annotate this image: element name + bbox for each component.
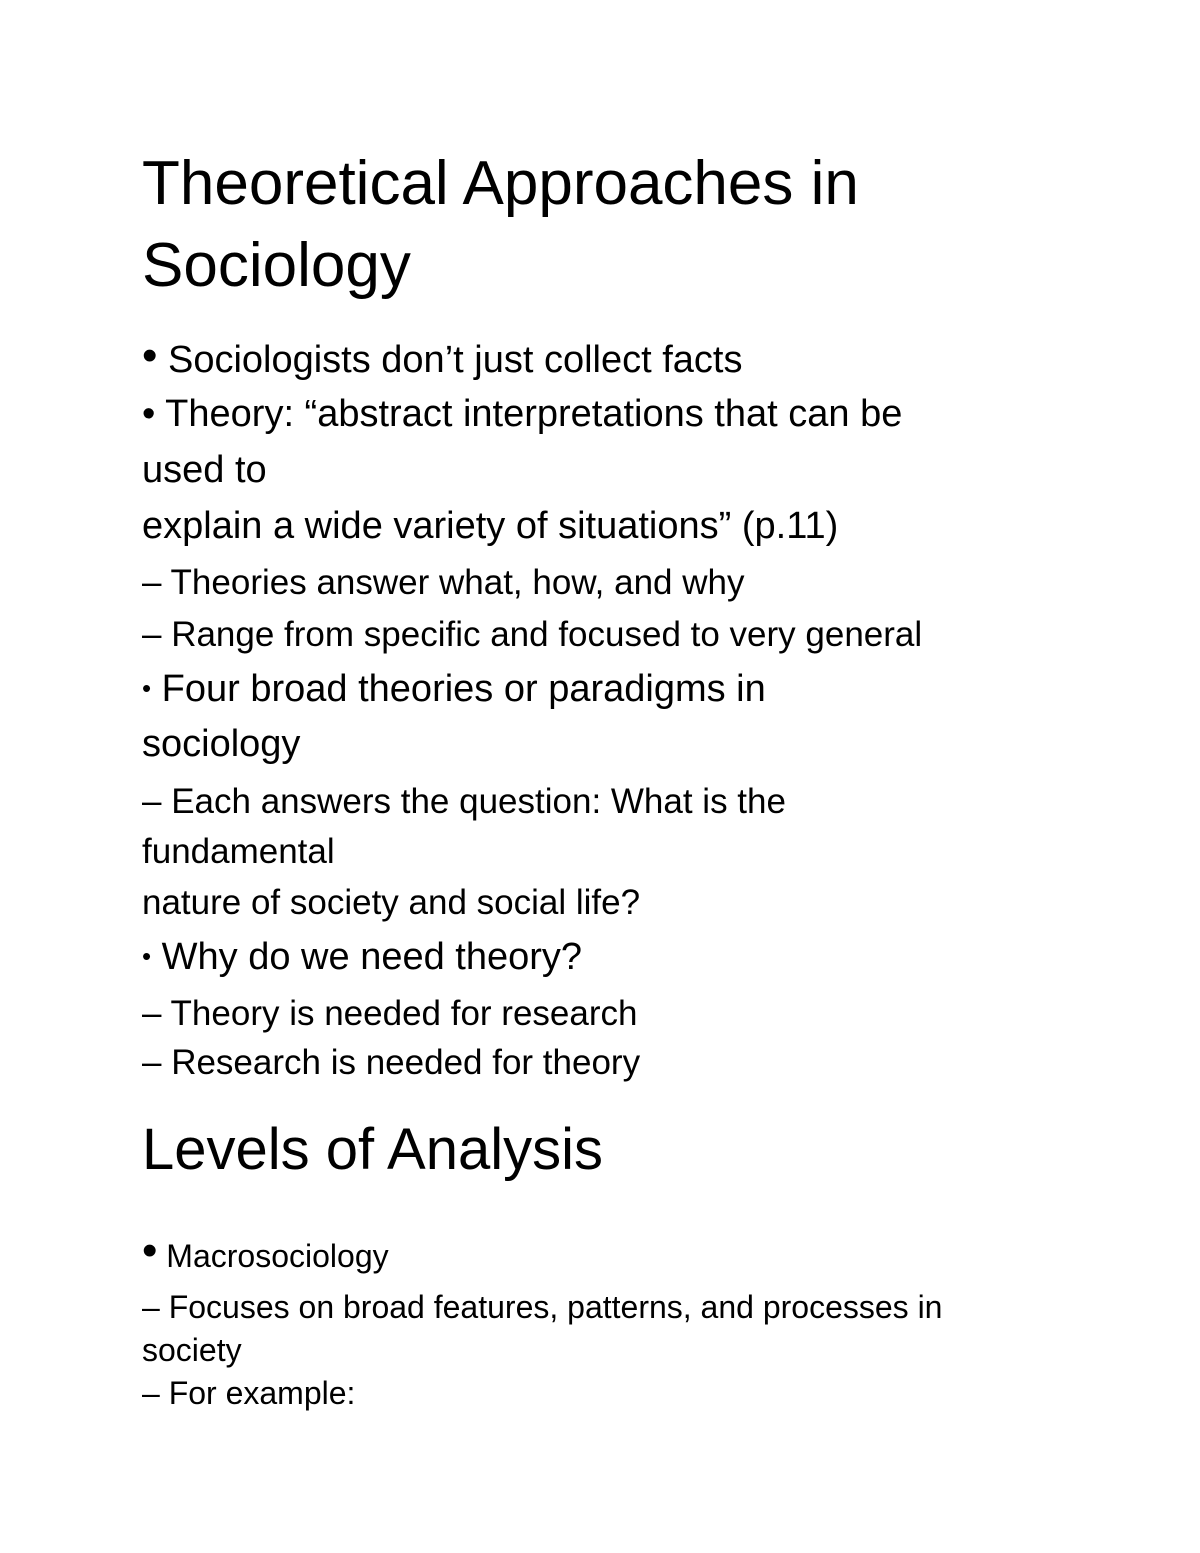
list-item-text: Macrosociology [166, 1238, 389, 1274]
list-item-line-2: sociology [142, 723, 301, 765]
bullet-icon: • [142, 331, 158, 380]
list-item [142, 934, 582, 979]
sub-list-item-line-1: – Each answers the question: What is the [142, 782, 786, 821]
list-item [142, 1226, 389, 1275]
sub-list-item: – For example: [142, 1375, 356, 1411]
list-item-text: Four broad theories or paradigms in [161, 668, 766, 710]
bullet-icon: • [142, 673, 152, 703]
bullet-icon: • [142, 941, 152, 971]
list-item-line-2: used to [142, 449, 267, 491]
sub-list-item-line-2: society [142, 1332, 242, 1368]
sub-list-item-line-3: nature of society and social life? [142, 883, 641, 922]
list-item-text: Sociologists don’t just collect facts [167, 339, 743, 381]
sub-list-item-line-2: fundamental [142, 832, 335, 871]
sub-list-item: – Range from specific and focused to very general [142, 615, 923, 654]
sub-list-item: – Research is needed for theory [142, 1043, 641, 1082]
section-title-line-1: Theoretical Approaches in [142, 149, 859, 218]
list-item-line-3: explain a wide variety of situations” (p.11) [142, 505, 839, 547]
list-item [142, 331, 743, 382]
section-title: Levels of Analysis [142, 1117, 604, 1182]
sub-list-item-line-1: – Focuses on broad features, patterns, and processes in [142, 1289, 943, 1325]
sub-list-item: – Theories answer what, how, and why [142, 563, 745, 602]
section-title-line-2: Sociology [142, 231, 411, 300]
list-item [142, 666, 766, 711]
list-item-line-1: • Theory: “abstract interpretations that can be [142, 393, 903, 435]
sub-list-item: – Theory is needed for research [142, 994, 638, 1033]
list-item-text: Why do we need theory? [161, 936, 583, 978]
bullet-icon: • [142, 1226, 158, 1275]
